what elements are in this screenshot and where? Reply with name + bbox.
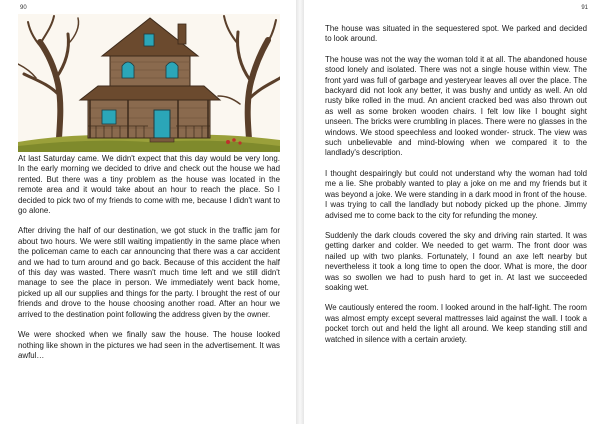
house-illustration-icon (18, 14, 280, 152)
paragraph: The house was situated in the sequestered spot. We parked and decided to look around. (325, 24, 587, 44)
page-number: 90 (20, 5, 27, 11)
paragraph: We cautiously entered the room. I looked around in the half-light. The room was almost empty except several mattresses laid against the wall. I took a pocket torch out and held the light all around. We keep standing still and watched in silence with a certain anxiety. (325, 303, 587, 344)
paragraph: I thought despairingly but could not understand why the woman had told me a lie. She probably wanted to play a joke on me and my friends but it was beyond a joke. We were standing in a dark mood in front of the house. I was trying to call the landlady but nobody picked up the phone. Jimmy advised me to come back to the city for refunding the money. (325, 168, 587, 220)
page-number: 91 (581, 5, 588, 11)
paragraph: Suddenly the dark clouds covered the sky and driving rain started. It was getting darker and colder. We needed to get warm. The front door was nailed up with two planks. Fortunately, I found an axe left nearby but nevertheless it took a long time to open the door. What is more, the door was so swollen we had to push hard to get in. At last we succeeded soaking wet. (325, 230, 587, 292)
haunted-house-illustration (18, 14, 280, 152)
book-gutter (296, 0, 304, 424)
paragraph: We were shocked when we finally saw the house. The house looked nothing like shown in the pictures we had seen in the advertisement. It was awful… (18, 330, 280, 360)
paragraph: After driving the half of our destination, we got stuck in the traffic jam for about two hours. We were still waiting impatiently in the same place when the policeman came to each car announcing that there was a car accident and we had to turn around and go back. Because of this accident the half of this day was wasted. There wasn't much time left and we still didn't manage to see the place in person. We immediately went back home, picked up all our supplies and things for the party. I brought the rest of our friends and drove to the house choosing another road. After an hour we arrived to the destination point following the address given by the owner. (18, 226, 280, 319)
right-page-text (325, 24, 587, 355)
left-page (0, 0, 296, 424)
right-page (304, 0, 600, 424)
door-icon (154, 110, 170, 138)
paragraph: The house was not the way the woman told it at all. The abandoned house stood lonely and isolated. There was not a single house within view. The front yard was full of garbage and yesteryear leaves all over the place. The backyard did not look any better, it was bushy and untidy as well. An old rusty bike rolled in the mud. An ancient cracked bed was also thrown out as well as some broken wooden chairs. I felt low like I bought sight unseen. The bricks were crumbling in places. There were no glasses in the windows. We stood speechless and looked wonder- struck. The view was such unbelievable and mind-blowing when we compared it to the landlady's description. (325, 54, 587, 158)
left-page-text (18, 154, 280, 371)
paragraph: At last Saturday came. We didn't expect that this day would be very long. In the early morning we decided to drive and check out the house we had rented. But there was a tiny problem as the house was located in the remote area and it would take about an hour to reach the place. So I decided to pick two of my friends to come with me, because I didn't want to go alone. (18, 154, 280, 216)
